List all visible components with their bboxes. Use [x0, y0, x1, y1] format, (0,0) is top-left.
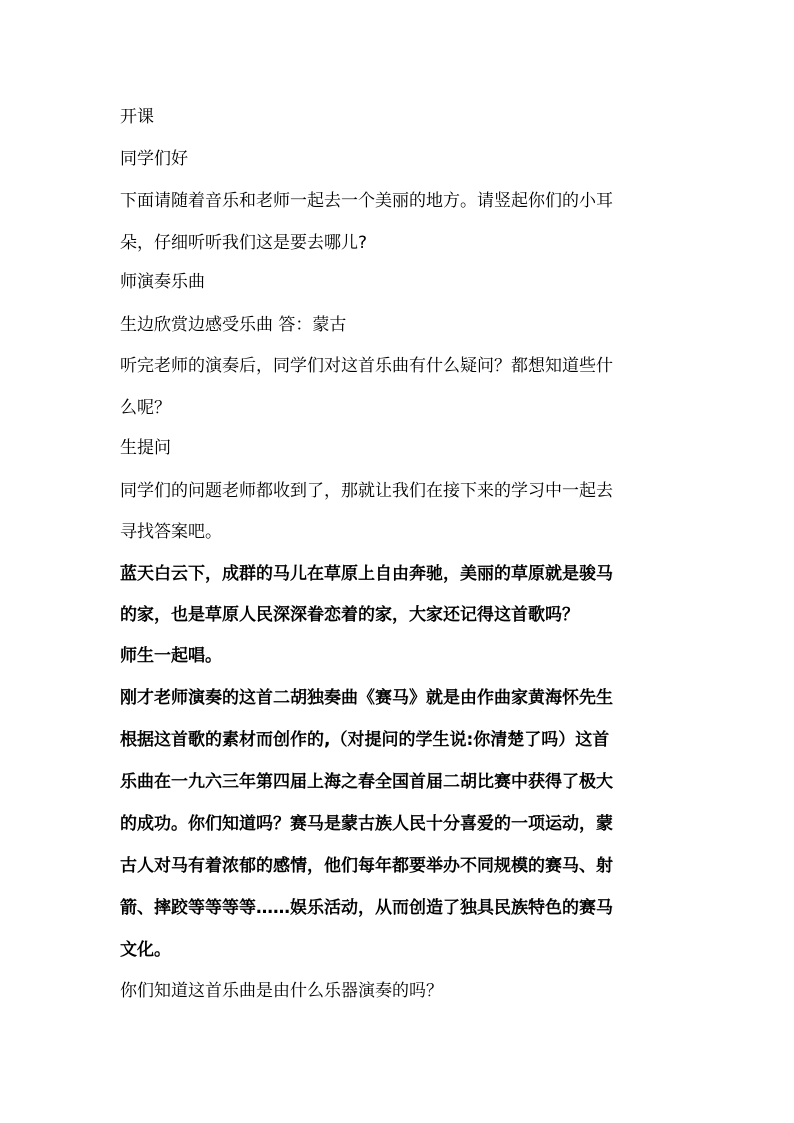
text-line: 生提问 [120, 438, 171, 458]
text-line-bold: 文化。 [120, 940, 171, 960]
text-line: 你们知道这首乐曲是由什么乐器演奏的吗？ [120, 981, 443, 1001]
text-line-bold: 乐曲在一九六三年第四届上海之春全国首届二胡比赛中获得了极大 [120, 772, 613, 792]
text-line-bold: 根据这首歌的素材而创作的,（对提问的学生说:你清楚了吗）这首 [120, 730, 610, 750]
text-line-opening: 开课 [120, 107, 154, 127]
text-line: 下面请随着音乐和老师一起去一个美丽的地方。请竖起你们的小耳 [120, 191, 613, 211]
text-line-bold: 刚才老师演奏的这首二胡独奏曲《赛马》就是由作曲家黄海怀先生 [120, 688, 613, 708]
text-line-bold: 古人对马有着浓郁的感情，他们每年都要举办不同规模的赛马、射 [120, 856, 613, 876]
text-line-bold: 的成功。你们知道吗？赛马是蒙古族人民十分喜爱的一项运动，蒙 [120, 814, 613, 834]
text-line: 么呢？ [120, 398, 171, 418]
text-line: 听完老师的演奏后，同学们对这首乐曲有什么疑问？都想知道些什 [120, 356, 613, 376]
text-line-bold: 师生一起唱。 [120, 646, 222, 666]
text-line: 寻找答案吧。 [120, 522, 222, 542]
text-line-bold: 蓝天白云下，成群的马儿在草原上自由奔驰，美丽的草原就是骏马 [120, 564, 613, 584]
text-line-bold: 箭、摔跤等等等等……娱乐活动，从而创造了独具民族特色的赛马 [120, 898, 613, 918]
text-line: 生边欣赏边感受乐曲 答：蒙古 [120, 315, 347, 335]
text-line-greeting: 同学们好 [120, 149, 188, 169]
text-line: 朵，仔细听听我们这是要去哪儿? [120, 233, 368, 253]
text-line: 师演奏乐曲 [120, 272, 205, 292]
text-line: 同学们的问题老师都收到了，那就让我们在接下来的学习中一起去 [120, 481, 613, 501]
text-line-bold: 的家，也是草原人民深深眷恋着的家，大家还记得这首歌吗？ [120, 605, 579, 625]
